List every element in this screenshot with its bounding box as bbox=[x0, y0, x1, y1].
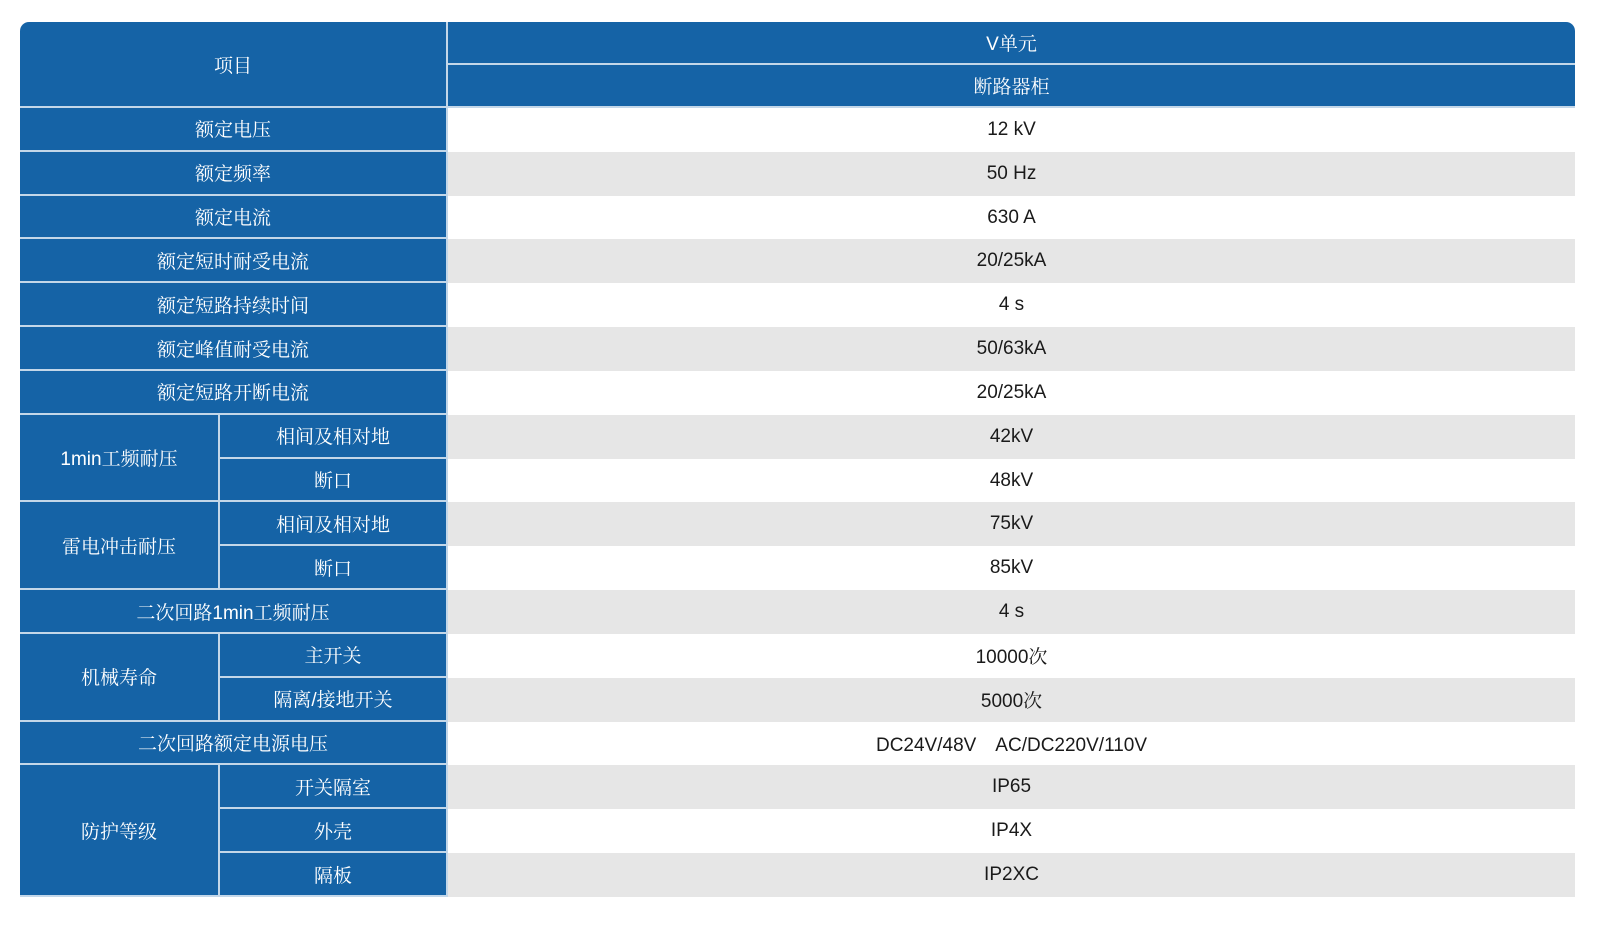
table-row bbox=[20, 722, 1575, 766]
table-row bbox=[20, 371, 1575, 415]
row-label-cell: 额定频率 bbox=[20, 152, 448, 196]
table-row bbox=[20, 853, 1575, 897]
value-cell: 4 s bbox=[448, 283, 1575, 327]
row-label-cell: 二次回路1min工频耐压 bbox=[20, 590, 448, 634]
table-header bbox=[20, 22, 1575, 108]
row-label-cell: 额定短路持续时间 bbox=[20, 283, 448, 327]
sub-label-cell: 隔离/接地开关 bbox=[220, 678, 448, 722]
sub-label-cell: 断口 bbox=[220, 459, 448, 503]
sub-label-cell: 相间及相对地 bbox=[220, 415, 448, 459]
row-label-cell: 额定短时耐受电流 bbox=[20, 239, 448, 283]
value-cell: 50 Hz bbox=[448, 152, 1575, 196]
sub-label-cell: 外壳 bbox=[220, 809, 448, 853]
corner-header-cell: 项目 bbox=[20, 22, 448, 108]
group-label-cell: 1min工频耐压 bbox=[20, 415, 220, 503]
value-cell: 630 A bbox=[448, 196, 1575, 240]
sub-label-cell: 隔板 bbox=[220, 853, 448, 897]
group-label-cell: 防护等级 bbox=[20, 765, 220, 897]
table-row bbox=[20, 327, 1575, 371]
table-row bbox=[20, 502, 1575, 546]
table-row bbox=[20, 678, 1575, 722]
header-row-unit bbox=[20, 22, 1575, 65]
value-cell: 4 s bbox=[448, 590, 1575, 634]
row-label-cell: 额定电流 bbox=[20, 196, 448, 240]
table-row bbox=[20, 152, 1575, 196]
table-row bbox=[20, 239, 1575, 283]
table-row bbox=[20, 809, 1575, 853]
cabinet-header-cell: 断路器柜 bbox=[448, 65, 1575, 108]
value-cell: DC24V/48V AC/DC220V/110V bbox=[448, 722, 1575, 766]
value-cell: IP2XC bbox=[448, 853, 1575, 897]
value-cell: IP65 bbox=[448, 765, 1575, 809]
value-cell: 75kV bbox=[448, 502, 1575, 546]
row-label-cell: 额定短路开断电流 bbox=[20, 371, 448, 415]
table-body bbox=[20, 108, 1575, 897]
value-cell: 5000次 bbox=[448, 678, 1575, 722]
table-row bbox=[20, 546, 1575, 590]
value-cell: 50/63kA bbox=[448, 327, 1575, 371]
sub-label-cell: 断口 bbox=[220, 546, 448, 590]
value-cell: 48kV bbox=[448, 459, 1575, 503]
row-label-cell: 额定峰值耐受电流 bbox=[20, 327, 448, 371]
group-label-cell: 机械寿命 bbox=[20, 634, 220, 722]
sub-label-cell: 相间及相对地 bbox=[220, 502, 448, 546]
table-row bbox=[20, 108, 1575, 152]
unit-header-cell: V单元 bbox=[448, 22, 1575, 65]
table-row bbox=[20, 459, 1575, 503]
row-label-cell: 额定电压 bbox=[20, 108, 448, 152]
value-cell: 85kV bbox=[448, 546, 1575, 590]
table-row bbox=[20, 283, 1575, 327]
value-cell: 42kV bbox=[448, 415, 1575, 459]
table-row bbox=[20, 415, 1575, 459]
sub-label-cell: 开关隔室 bbox=[220, 765, 448, 809]
spec-table bbox=[20, 22, 1575, 897]
row-label-cell: 二次回路额定电源电压 bbox=[20, 722, 448, 766]
value-cell: 20/25kA bbox=[448, 239, 1575, 283]
group-label-cell: 雷电冲击耐压 bbox=[20, 502, 220, 590]
value-cell: 10000次 bbox=[448, 634, 1575, 678]
value-cell: 12 kV bbox=[448, 108, 1575, 152]
table-row bbox=[20, 765, 1575, 809]
table-row bbox=[20, 590, 1575, 634]
table-row bbox=[20, 634, 1575, 678]
sub-label-cell: 主开关 bbox=[220, 634, 448, 678]
table-row bbox=[20, 196, 1575, 240]
value-cell: IP4X bbox=[448, 809, 1575, 853]
value-cell: 20/25kA bbox=[448, 371, 1575, 415]
